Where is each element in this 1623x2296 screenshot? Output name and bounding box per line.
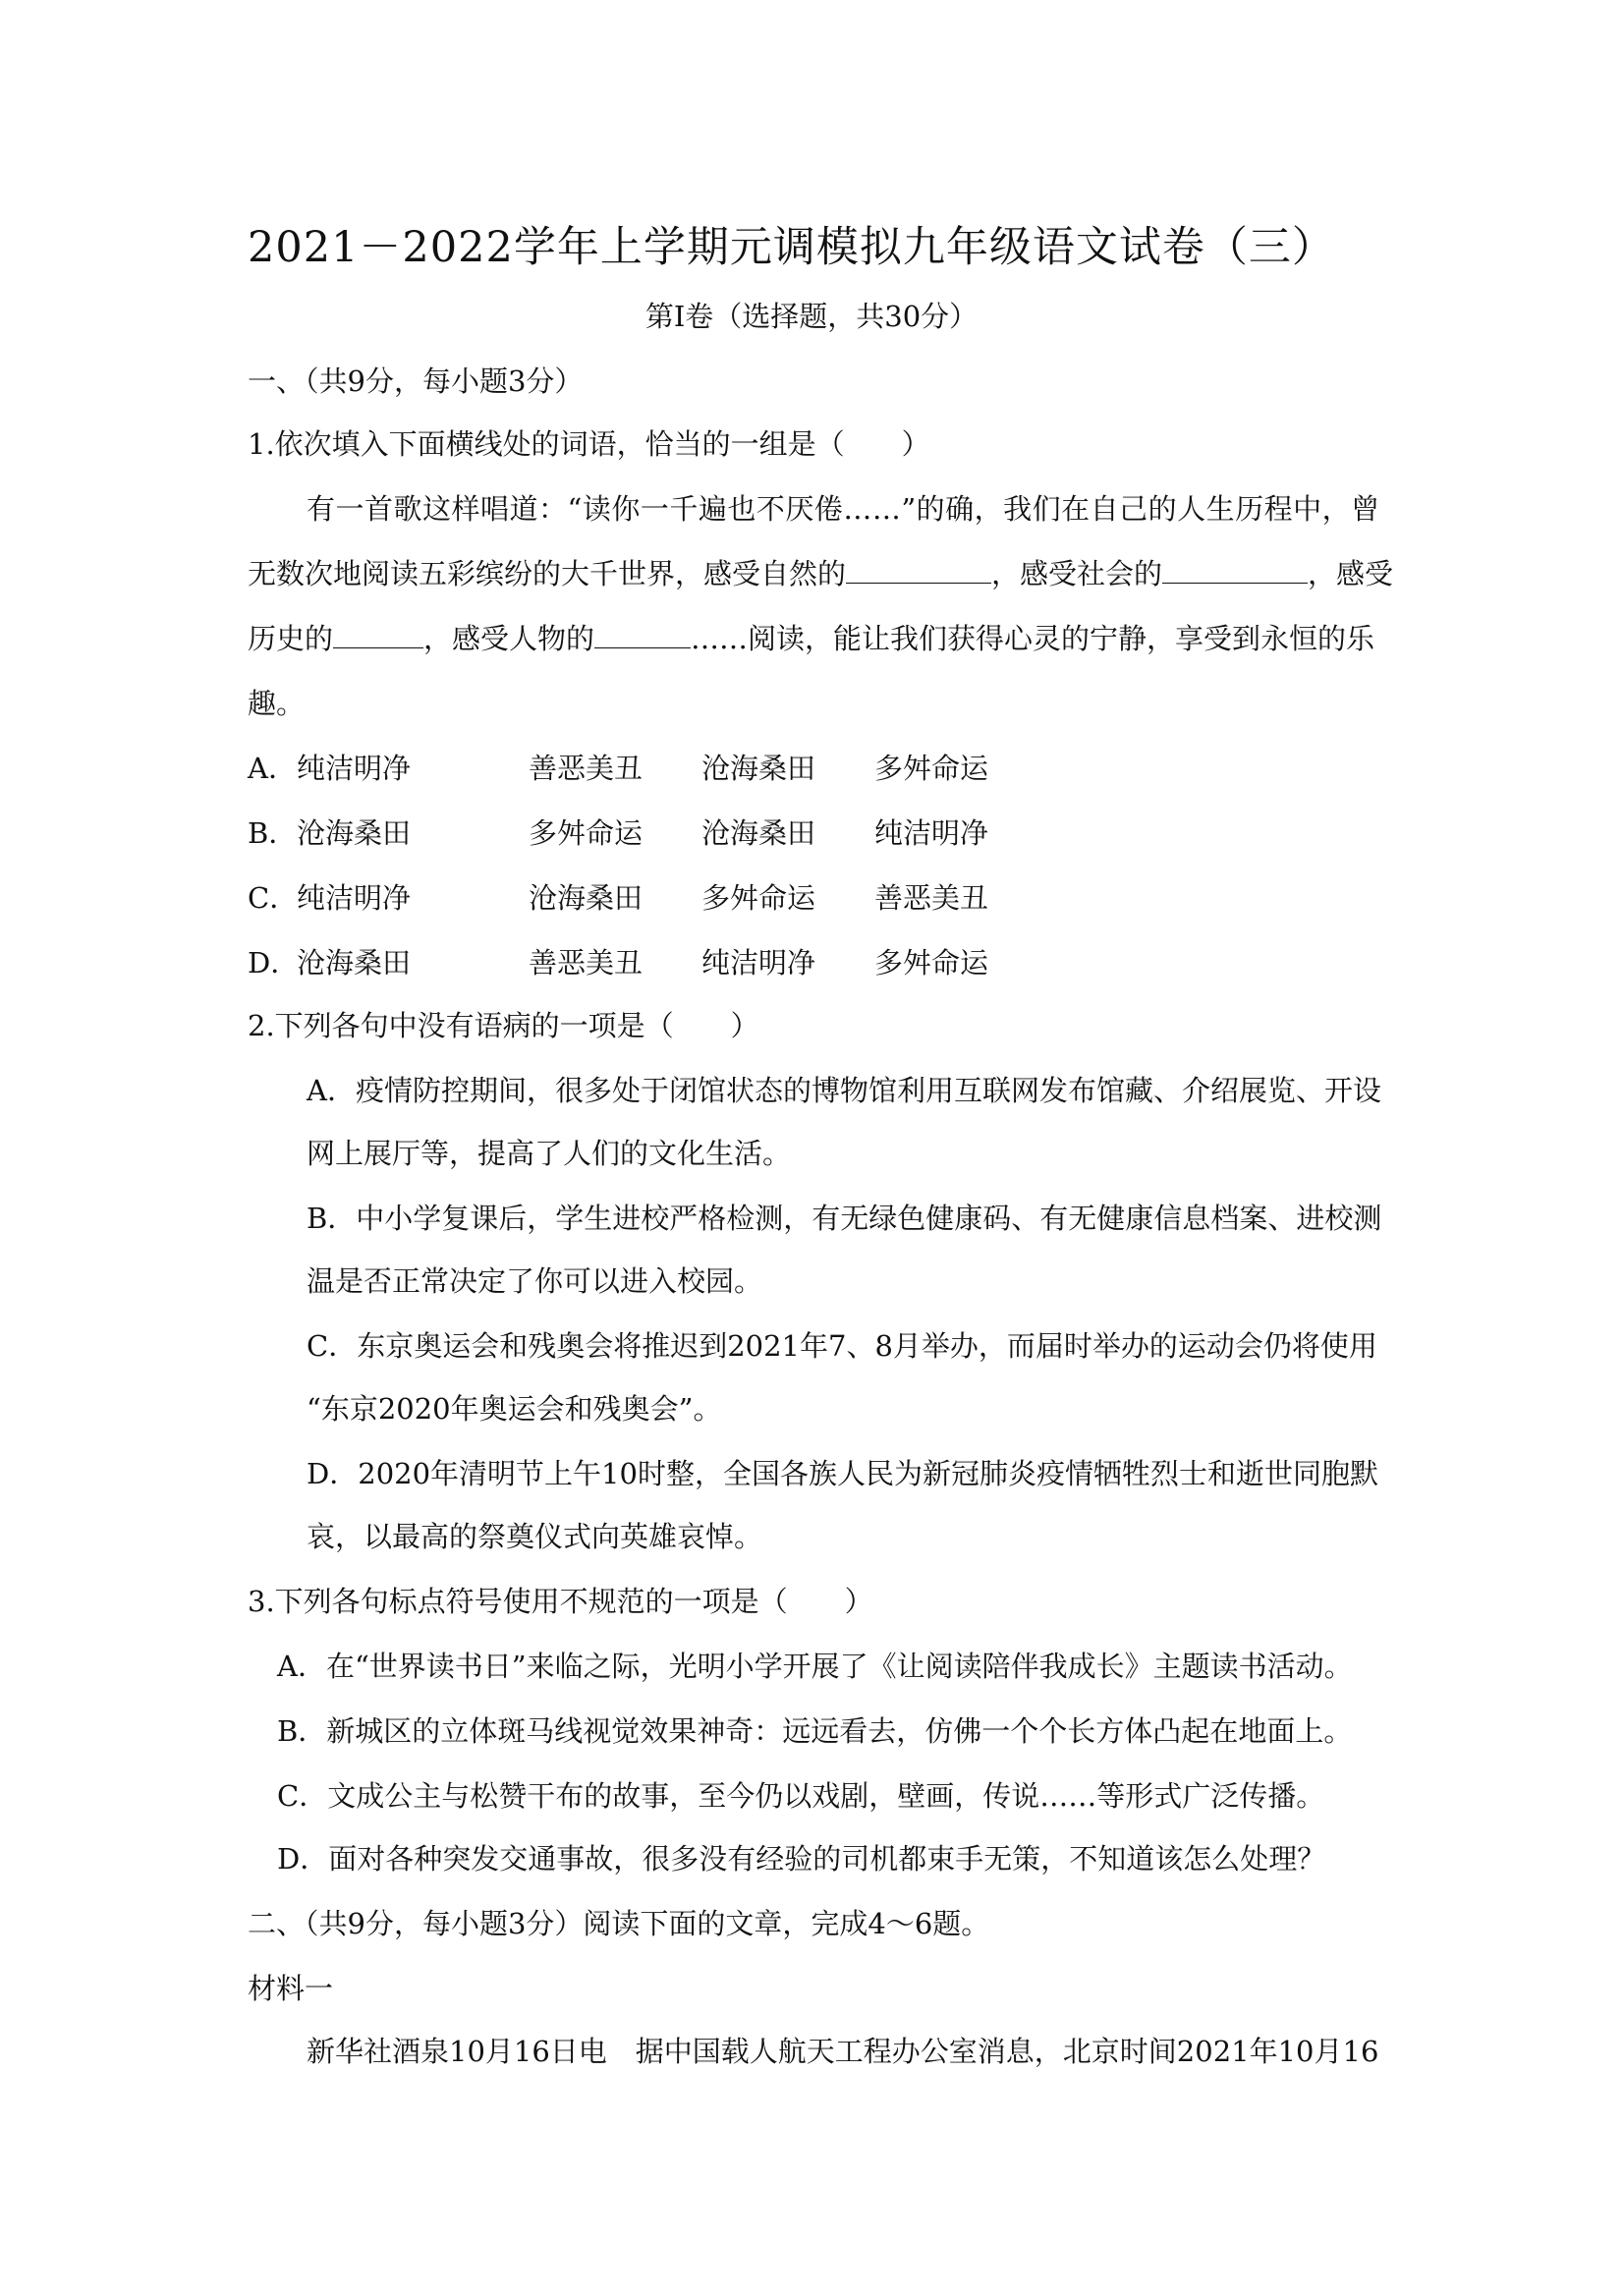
- q3-option-c: C．文成公主与松赞干布的故事，至今仍以戏剧，壁画，传说……等形式广泛传播。: [277, 1779, 1325, 1813]
- q1-passage-line-1: 有一首歌这样唱道：“读你一千遍也不厌倦……”的确，我们在自己的人生历程中，曾: [307, 492, 1380, 526]
- blank-line: [1162, 557, 1308, 584]
- blank-line: [846, 557, 991, 584]
- option-word: 善恶美丑: [529, 946, 644, 980]
- q3-option-a: A．在“世界读书日”来临之际，光明小学开展了《让阅读陪伴我成长》主题读书活动。: [277, 1650, 1353, 1683]
- option-word: 沧海桑田: [297, 946, 412, 980]
- blank-line: [333, 622, 423, 648]
- q1-passage-text: ，感受人物的: [423, 622, 595, 655]
- q2-option-c-line-2: “东京2020年奥运会和残奥会”。: [307, 1392, 722, 1426]
- option-word: 善恶美丑: [529, 752, 644, 785]
- option-word: 善恶美丑: [874, 881, 989, 915]
- option-word: 多舛命运: [874, 946, 989, 980]
- q3-option-b: B．新城区的立体斑马线视觉效果神奇：远远看去，仿佛一个个长方体凸起在地面上。: [277, 1714, 1353, 1748]
- q2-option-a-line-2: 网上展厅等，提高了人们的文化生活。: [307, 1137, 792, 1170]
- material-one-label: 材料一: [248, 1972, 334, 2005]
- q1-passage-text: ，感受社会的: [991, 557, 1163, 590]
- q3-option-d: D．面对各种突发交通事故，很多没有经验的司机都束手无策，不知道该怎么处理？: [277, 1842, 1326, 1876]
- option-word: 多舛命运: [701, 881, 816, 915]
- exam-title: 2021－2022学年上学期元调模拟九年级语文试卷（三）: [248, 223, 1335, 272]
- option-word: 沧海桑田: [529, 881, 644, 915]
- option-word: 纯洁明净: [297, 881, 412, 915]
- q1-passage-line-4: 趣。: [248, 687, 306, 720]
- option-letter: A．: [248, 752, 297, 785]
- q2-option-c-line-1: C．东京奥运会和残奥会将推迟到2021年7、8月举办，而届时举办的运动会仍将使用: [307, 1329, 1377, 1363]
- option-letter: C．: [248, 881, 299, 915]
- option-letter: B．: [248, 816, 298, 850]
- q1-passage-text: 无数次地阅读五彩缤纷的大千世界，感受自然的: [248, 557, 847, 590]
- option-word: 沧海桑田: [701, 752, 816, 785]
- q1-passage-text: 历史的: [248, 622, 334, 655]
- option-word: 纯洁明净: [874, 816, 989, 850]
- option-word: 多舛命运: [529, 816, 644, 850]
- q1-passage-line-2: [248, 554, 1393, 593]
- blank-line: [594, 622, 691, 648]
- exam-subtitle: 第Ⅰ卷（选择题，共30分）: [644, 300, 979, 333]
- q1-stem: 1.依次填入下面横线处的词语，恰当的一组是（ ）: [248, 427, 930, 461]
- q2-option-a-line-1: A．疫情防控期间，很多处于闭馆状态的博物馆利用互联网发布馆藏、介绍展览、开设: [307, 1074, 1381, 1107]
- option-word: 纯洁明净: [297, 752, 412, 785]
- option-word: 纯洁明净: [701, 946, 816, 980]
- q2-stem: 2.下列各句中没有语病的一项是（ ）: [248, 1009, 759, 1042]
- q2-option-b-line-1: B．中小学复课后，学生进校严格检测，有无绿色健康码、有无健康信息档案、进校测: [307, 1202, 1382, 1235]
- section-two-heading: 二、（共9分，每小题3分）阅读下面的文章，完成4～6题。: [248, 1907, 990, 1940]
- q3-stem: 3.下列各句标点符号使用不规范的一项是（ ）: [248, 1585, 873, 1618]
- q1-passage-text: ……阅读，能让我们获得心灵的宁静，享受到永恒的乐: [691, 622, 1375, 655]
- section-one-heading: 一、（共9分，每小题3分）: [248, 364, 584, 398]
- option-word: 沧海桑田: [297, 816, 412, 850]
- q1-passage-line-3: [248, 619, 1374, 658]
- option-letter: D．: [248, 946, 300, 980]
- q2-option-b-line-2: 温是否正常决定了你可以进入校园。: [307, 1264, 763, 1298]
- q2-option-d-line-2: 哀，以最高的祭奠仪式向英雄哀悼。: [307, 1520, 763, 1553]
- q1-passage-text: ，感受: [1308, 557, 1394, 590]
- option-word: 多舛命运: [874, 752, 989, 785]
- q2-option-d-line-1: D．2020年清明节上午10时整，全国各族人民为新冠肺炎疫情牺牲烈士和逝世同胞默: [307, 1457, 1378, 1490]
- material-one-paragraph: 新华社酒泉10月16日电 据中国载人航天工程办公室消息，北京时间2021年10月16: [307, 2035, 1379, 2068]
- option-word: 沧海桑田: [701, 816, 816, 850]
